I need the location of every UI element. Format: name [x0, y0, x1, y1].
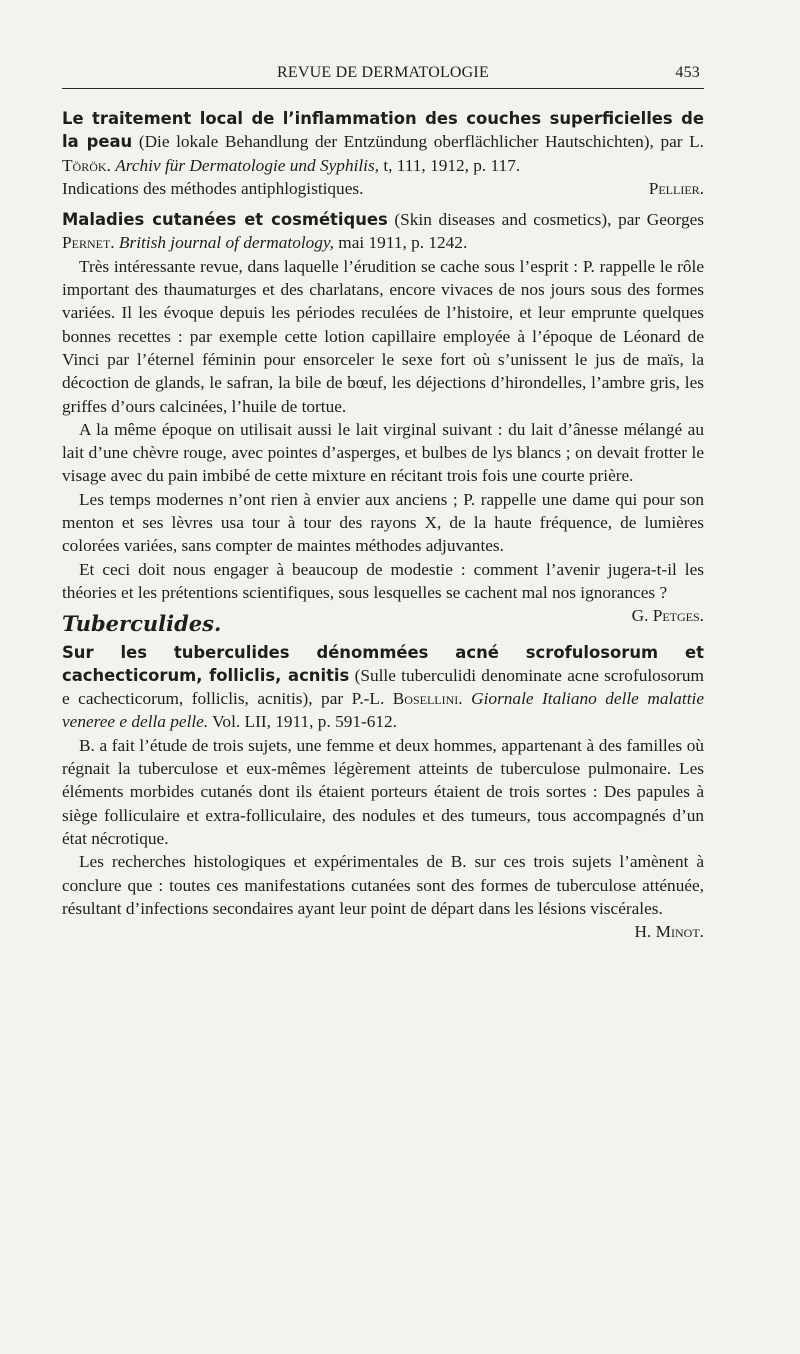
entry-last-paragraph: Les recherches histologiques et expérimentales de B. sur ces trois sujets l’amènent à conclure que : toutes ces manifestations cutanées sont des formes de tuberculose atténuée, résultant d’infections secondaires ayant leur point de départ dans les lésions viscérales. [62, 852, 704, 918]
reviewer-signature: H. Minot. [634, 922, 704, 942]
entry-journal: Archiv für Dermatologie und Syphilis, [115, 155, 380, 175]
entry-heading: Le traitement local de l’inflammation des couches superficielles de la peau [62, 109, 704, 152]
entry-author: Török [62, 155, 107, 175]
review-entry-torok [62, 107, 704, 200]
entry-paragraph: A la même époque on utilisait aussi le lait virginal suivant : du lait d’ânesse mélangé au lait d’une chèvre rouge, avec pointes d’asperges, et bulbes de lys blancs ; on devait frotter le visage avec du pain imbibé de cette mixture en récitant trois fois une courte prière. [62, 419, 704, 486]
entry-heading: Maladies cutanées et cosmétiques [62, 210, 388, 230]
entry-journal: Giornale Italiano delle malattie veneree e della pelle. [62, 689, 704, 732]
entry-details: (Die lokale Behandlung der Entzündung oberflächlicher Hautschichten), par L. [132, 132, 704, 152]
page-body [62, 107, 705, 942]
entry-details: (Skin diseases and cosmetics), par Georges [387, 210, 705, 230]
entry-paragraph [62, 850, 704, 942]
document-page [62, 58, 704, 1308]
entry-journal: British journal of dermatology, [118, 233, 334, 253]
entry-paragraph: B. a fait l’étude de trois sujets, une femme et deux hommes, appartenant à des familles où régnait la tuberculose et eux-mêmes légèrement atteints de tuberculose pulmonaire. Les éléments morbides cutanés dont ils étaient porteurs étaient de trois sortes : Des papules à siège folliculaire et extra-folliculaire, des nodules et des tumeurs, tous accompagnés d’un état nécrotique. [62, 735, 704, 848]
entry-author: Bosellini. [392, 689, 463, 709]
entry-author: Pernet. [62, 233, 115, 253]
header-title: REVUE DE DERMATOLOGIE [277, 64, 489, 81]
entry-citation [62, 208, 704, 255]
page-number: 453 [675, 64, 700, 81]
entry-heading: Sur les tuberculides dénommées acné scrofulosorum et cachecticorum, folliclis, acnitis [62, 642, 704, 685]
entry-paragraph: Très intéressante revue, dans laquelle l’érudition se cache sous l’esprit : P. rappelle le rôle important des thaumaturges et des charlatans, encore vivaces de nos jours sous des formes variées. Il les évoque depuis les périodes reculées de l’histoire, et leur emprunte quelques bonnes recettes : par exemple cette lotion capillaire employée à l’époque de Léonard de Vinci par l’éternel féminin pour ensorceler le sexe fort où s’unissent le jus de maïs, la décoction de glands, le safran, la bile de bœuf, les déjections d’hirondelles, l’ambre gris, les griffes d’ours calcinées, l’huile de tortue. [62, 256, 704, 416]
entry-last-paragraph: Et ceci doit nous engager à beaucoup de modestie : comment l’avenir jugera-t-il les théories et les prétentions scientifiques, sous lesquelles se cachent mal nos ignorances ? [62, 559, 704, 602]
reviewer-signature: G. Petges. [631, 606, 704, 626]
section-title: Tuberculides. [62, 611, 222, 637]
entry-details: (Sulle tuberculidi denominate acne scrofulosorum e cachecticorum, folliclis, acnitis), par P.-L. [62, 665, 704, 709]
running-header [62, 58, 704, 89]
entry-reference: Vol. LII, 1911, p. 591-612. [208, 712, 397, 732]
entry-reference: t, 111, 1912, p. 117. [379, 155, 521, 175]
entry-citation [62, 641, 704, 734]
entry-paragraph: Les temps modernes n’ont rien à envier aux anciens ; P. rappelle une dame qui pour son menton et ses lèvres usa tour à tour des rayons X, de la haute fréquence, de lumières colorées variées, sans compter de maintes méthodes adjuvantes. [62, 489, 704, 556]
entry-reference: mai 1911, p. 1242. [333, 233, 468, 253]
review-entry-bosellini [62, 641, 704, 942]
entry-summary: Indications des méthodes antiphlogistiques. [62, 178, 364, 198]
reviewer-signature: Pellier. [648, 178, 704, 198]
entry-citation: Le traitement local de l’inflammation des couches superficielles de la peau (Die lokale Behandlung der Entzündung oberflächlicher Hautschichten), par L. Török. Archiv für Dermatologie und Syphilis, t, 111, 1912, p. 117. [62, 109, 704, 175]
entry-summary-line [62, 177, 704, 200]
